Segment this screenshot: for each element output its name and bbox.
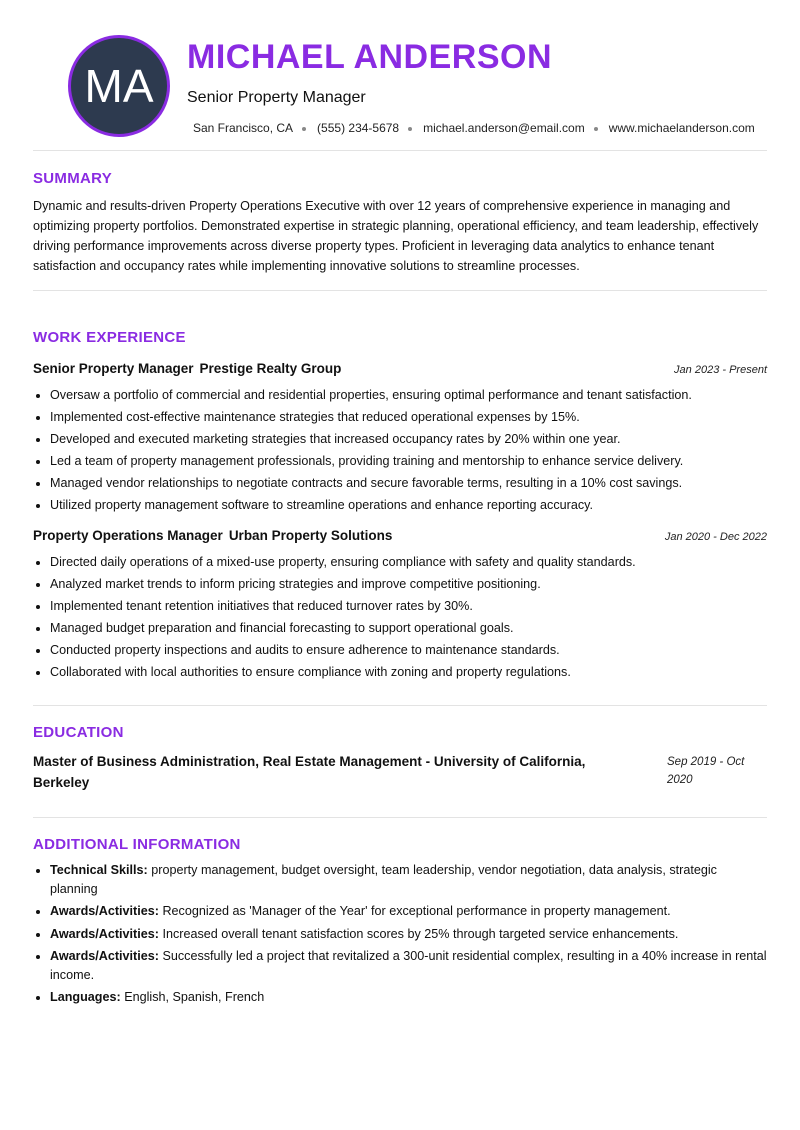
education-dates: Sep 2019 - Oct 2020 [667, 756, 745, 786]
avatar [68, 35, 170, 137]
list-item: • Analyzed market trends to inform pricing strategies and improve competitive positioning. [50, 573, 767, 595]
list-item: • Implemented tenant retention initiatives that reduced turnover rates by 30%. [50, 595, 767, 617]
summary-text: Dynamic and results-driven Property Operations Executive with over 12 years of comprehensive experience in managing and optimizing property portfolios. Demonstrated expertise in strategic planning, operational efficiency, and team leadership, effectively driving performance improvements across diverse property types. Proficient in leveraging data analytics to enhance tenant satisfaction and occupancy rates while implementing innovative solutions to streamline processes. [33, 199, 759, 273]
info-text: English, Spanish, French [124, 990, 265, 1004]
job-role-company [33, 527, 392, 545]
info-label: Awards/Activities: [50, 904, 159, 918]
job-dates: Jan 2023 - Present [674, 364, 767, 376]
info-text: Recognized as 'Manager of the Year' for exceptional performance in property management. [162, 904, 671, 918]
additional-info-section [33, 836, 767, 1011]
contact-separator-dot [594, 127, 598, 131]
job-entry [33, 527, 767, 684]
job-role-company [33, 360, 341, 378]
candidate-title: Senior Property Manager [187, 89, 366, 106]
list-item: • Conducted property inspections and audits to ensure adherence to maintenance standards. [50, 639, 767, 661]
job-bullets [33, 384, 767, 517]
avatar-initials: MA [84, 60, 154, 112]
info-label: Awards/Activities: [50, 949, 159, 963]
job-bullets [33, 551, 767, 684]
contact-website: www.michaelanderson.com [608, 121, 755, 135]
list-item: • Developed and executed marketing strategies that increased occupancy rates by 20% within one year. [50, 428, 767, 450]
info-label: Awards/Activities: [50, 926, 159, 941]
list-item [50, 947, 767, 984]
list-item [50, 902, 767, 921]
info-label: Languages: [50, 990, 121, 1004]
list-item [50, 988, 767, 1007]
list-item: • Directed daily operations of a mixed-use property, ensuring compliance with safety and quality standards. [50, 551, 767, 573]
contact-phone: (555) 234-5678 [317, 121, 400, 135]
list-item: • Utilized property management software to streamline operations and enhance reporting accuracy. [50, 494, 767, 516]
job-role: Property Operations Manager [33, 527, 223, 543]
summary-heading: SUMMARY [33, 170, 113, 187]
job-header [33, 360, 767, 378]
job-company: Urban Property Solutions [228, 527, 393, 543]
info-text: Increased overall tenant satisfaction scores by 25% through targeted service enhancements. [162, 926, 679, 941]
education-section [33, 724, 767, 818]
info-text: property management, budget oversight, team leadership, vendor negotiation, data analysis, strategic planning [50, 863, 717, 896]
list-item: • Oversaw a portfolio of commercial and residential properties, ensuring optimal performance and tenant satisfaction. [50, 384, 767, 406]
list-item: • Managed vendor relationships to negotiate contracts and secure favorable terms, resulting in a 10% cost savings. [50, 472, 767, 494]
list-item: • Collaborated with local authorities to ensure compliance with zoning and property regulations. [50, 661, 767, 683]
resume-header [33, 0, 767, 150]
contact-separator-dot [408, 127, 412, 131]
job-company: Prestige Realty Group [199, 361, 342, 376]
list-item [50, 925, 767, 944]
work-experience-section [33, 329, 767, 706]
additional-info-heading: ADDITIONAL INFORMATION [33, 836, 241, 853]
work-divider [33, 705, 767, 706]
education-entry [33, 751, 767, 793]
work-experience-heading: WORK EXPERIENCE [33, 329, 186, 346]
additional-info-list [33, 861, 767, 1007]
list-item [50, 861, 767, 898]
contact-info [193, 121, 755, 135]
info-text: Successfully led a project that revitalized a 300-unit residential complex, resulting in a 40% increase in rental income. [50, 949, 767, 982]
list-item: • Managed budget preparation and financial forecasting to support operational goals. [50, 617, 767, 639]
list-item: • Implemented cost-effective maintenance strategies that reduced operational expenses by 15%. [50, 406, 767, 428]
summary-divider [33, 290, 767, 291]
contact-location: San Francisco, CA [193, 121, 294, 135]
education-heading: EDUCATION [33, 724, 124, 741]
header-divider [33, 150, 767, 151]
summary-section [33, 170, 767, 291]
candidate-name: MICHAEL ANDERSON [187, 38, 553, 76]
education-degree: Master of Business Administration, Real Estate Management - University of California, Berkeley [33, 754, 586, 790]
info-label: Technical Skills: [50, 863, 148, 877]
contact-separator-dot [302, 127, 306, 131]
education-divider [33, 817, 767, 818]
job-dates: Jan 2020 - Dec 2022 [664, 530, 767, 543]
job-header [33, 527, 767, 545]
job-role: Senior Property Manager [33, 361, 194, 376]
job-entry [33, 360, 767, 517]
list-item: • Led a team of property management professionals, providing training and mentorship to enhance service delivery. [50, 450, 767, 472]
contact-email: michael.anderson@email.com [423, 121, 585, 135]
